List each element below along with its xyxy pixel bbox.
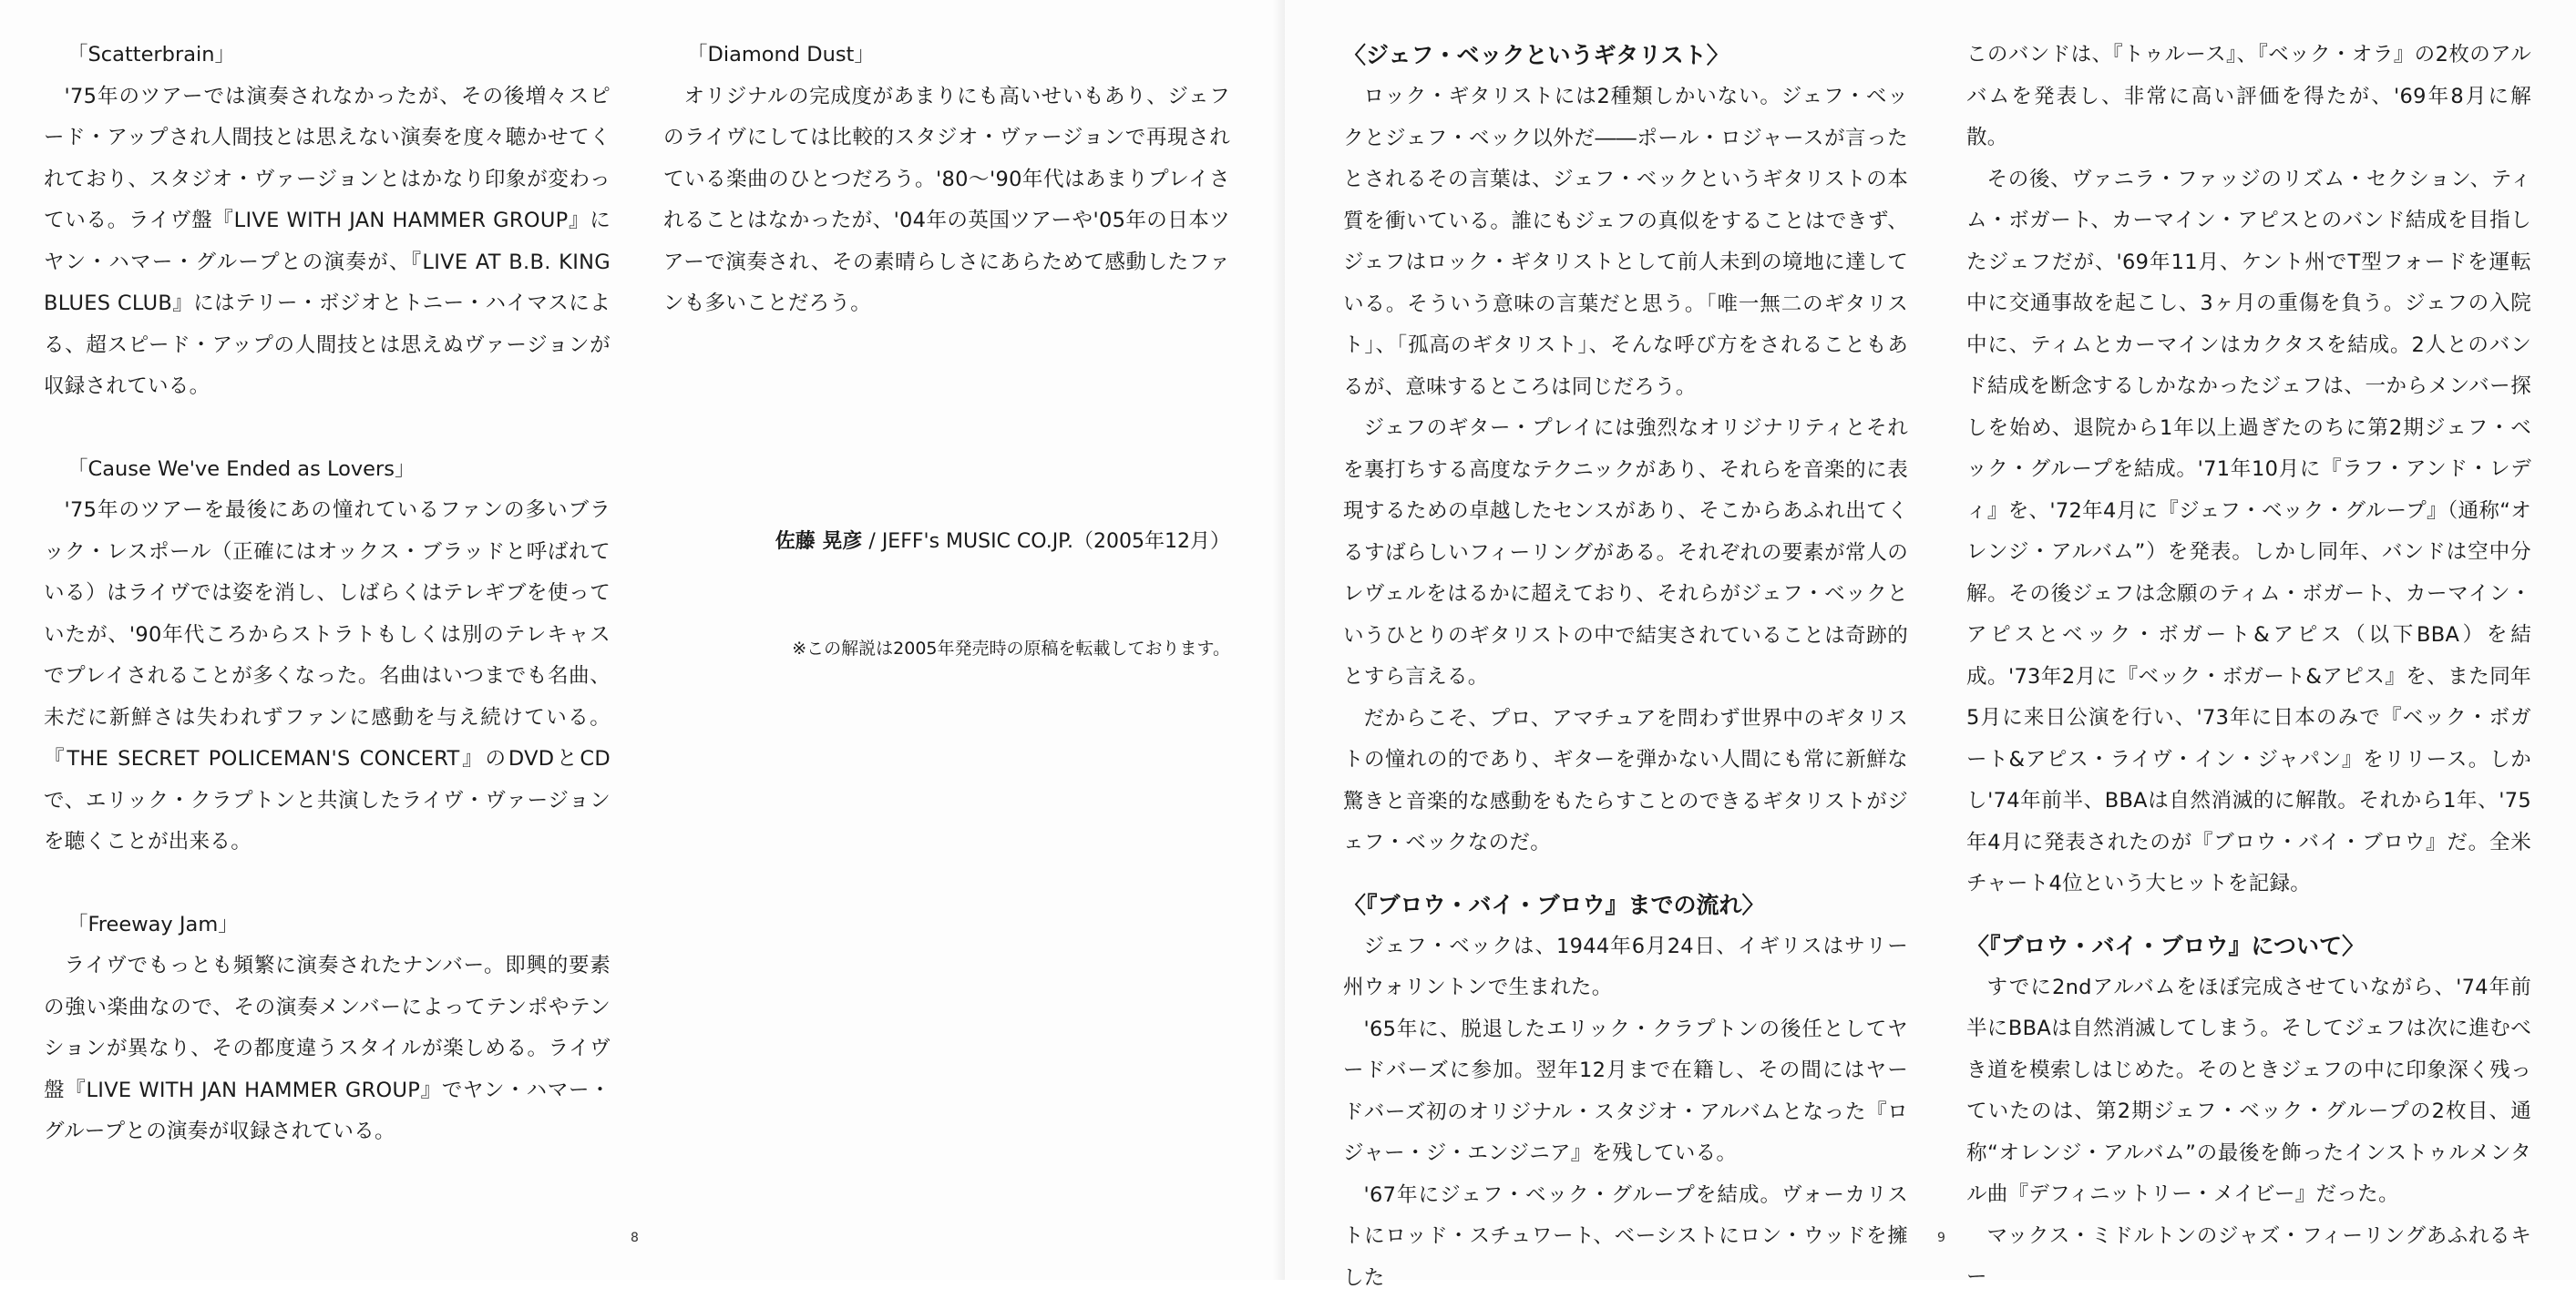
- song-description: '75年のツアーでは演奏されなかったが、その後増々スピード・アップされ人間技とは思えない演奏を度々聴かせてくれており、スタジオ・ヴァージョンとはかなり印象が変わっている。ライヴ盤『LIVE WITH JAN HAMMER GROUP』にヤン・ハマー・グループとの演奏が、『LIVE AT B.B. KING BLUES CLUB』にはテリー・ボジオとトニー・ハイマスによる、超スピード・アップの人間技とは思えぬヴァージョンが収録されている。: [44, 77, 611, 408]
- left-column-2: [663, 35, 1230, 664]
- body-paragraph: だからこそ、プロ、アマチュアを問わず世界中のギタリストの憧れの的であり、ギターを弾かない人間にも常に新鮮な驚きと音楽的な感動をもたらすことのできるギタリストがジェフ・ベックなのだ。: [1343, 699, 1908, 864]
- left-column-1: [44, 35, 611, 1153]
- song-description: ライヴでもっとも頻繁に演奏されたナンバー。即興的要素の強い楽曲なので、その演奏メンバーによってテンポやテンションが異なり、その都度違うスタイルが楽しめる。ライヴ盤『LIVE WITH JAN HAMMER GROUP』でヤン・ハマー・グループとの演奏が収録されている。: [44, 946, 611, 1153]
- page-number: 8: [631, 1231, 639, 1245]
- body-paragraph: その後、ヴァニラ・ファッジのリズム・セクション、ティム・ボガート、カーマイン・アピスとのバンド結成を目指したジェフだが、'69年11月、ケント州でT型フォードを運転中に交通事故を起こし、3ヶ月の重傷を負う。ジェフの入院中に、ティムとカーマインはカクタスを結成。2人とのバンド結成を断念するしかなかったジェフは、一からメンバー探しを始め、退院から1年以上過ぎたのちに第2期ジェフ・ベック・グループを結成。'71年10月に『ラフ・アンド・レディ』を、'72年4月に『ジェフ・ベック・グループ』（通称“オレンジ・アルバム”）を発表。しかし同年、バンドは空中分解。その後ジェフは念願のティム・ボガート、カーマイン・アピスとベック・ボガート&アピス（以下BBA）を結成。'73年2月に『ベック・ボガート&アピス』を、また同年5月に来日公演を行い、'73年に日本のみで『ベック・ボガート&アピス・ライヴ・イン・ジャパン』をリリース。しかし'74年前半、BBAは自然消滅的に解散。それから1年、'75年4月に発表されたのが『ブロウ・バイ・ブロウ』だ。全米チャート4位という大ヒットを記録。: [1966, 159, 2531, 905]
- body-paragraph: ジェフのギター・プレイには強烈なオリジナリティとそれを裏打ちする高度なテクニックがあり、それらを音楽的に表現するための卓越したセンスがあり、そこからあふれ出てくるすばらしいフィーリングがある。それぞれの要素が常人のレヴェルをはるかに超えており、それらがジェフ・ベックというひとりのギタリストの中で結実されていることは奇跡的とすら言える。: [1343, 408, 1908, 699]
- body-paragraph: このバンドは、『トゥルース』、『ベック・オラ』の2枚のアルバムを発表し、非常に高い評価を得たが、'69年8月に解散。: [1966, 35, 2531, 159]
- right-page: [1285, 0, 2576, 1280]
- author-name: 佐藤 晃彦: [775, 530, 863, 553]
- body-paragraph: すでに2ndアルバムをほぼ完成させていながら、'74年前半にBBAは自然消滅してしまう。そしてジェフは次に進むべき道を模索しはじめた。そのときジェフの中に印象深く残っていたのは、第2期ジェフ・ベック・グループの2枚目、通称“オレンジ・アルバム”の最後を飾ったインストゥルメンタル曲『デフィニットリー・メイビー』だった。: [1966, 967, 2531, 1216]
- section-heading: 〈『ブロウ・バイ・ブロウ』までの流れ〉: [1343, 885, 1908, 926]
- section-heading: 〈ジェフ・ベックというギタリスト〉: [1343, 35, 1908, 77]
- right-column-1: [1343, 35, 1908, 1299]
- song-title: 「Freeway Jam」: [44, 905, 611, 946]
- page-number: 9: [1937, 1231, 1945, 1245]
- body-paragraph: '67年にジェフ・ベック・グループを結成。ヴォーカリストにロッド・スチュワート、ベーシストにロン・ウッドを擁した: [1343, 1175, 1908, 1299]
- author-credit: [663, 524, 1230, 560]
- body-paragraph: ジェフ・ベックは、1944年6月24日、イギリスはサリー州ウォリントンで生まれた。: [1343, 926, 1908, 1009]
- song-title: 「Scatterbrain」: [44, 35, 611, 77]
- song-title: 「Diamond Dust」: [663, 35, 1230, 77]
- publisher-date: / JEFF's MUSIC CO.JP.（2005年12月）: [862, 530, 1230, 553]
- section-heading: 〈『ブロウ・バイ・ブロウ』について〉: [1966, 926, 2531, 967]
- right-column-2: [1966, 35, 2531, 1299]
- body-paragraph: ロック・ギタリストには2種類しかいない。ジェフ・ベックとジェフ・ベック以外だ――ポール・ロジャースが言ったとされるその言葉は、ジェフ・ベックというギタリストの本質を衝いている。誰にもジェフの真似をすることはできず、ジェフはロック・ギタリストとして前人未到の境地に達している。そういう意味の言葉だと思う。「唯一無二のギタリスト」、「孤高のギタリスト」、そんな呼び方をされることもあるが、意味するところは同じだろう。: [1343, 77, 1908, 408]
- reprint-note: ※この解説は2005年発売時の原稿を転載しております。: [663, 633, 1230, 664]
- song-description: オリジナルの完成度があまりにも高いせいもあり、ジェフのライヴにしては比較的スタジオ・ヴァージョンで再現されている楽曲のひとつだろう。'80〜'90年代はあまりプレイされることはなかったが、'04年の英国ツアーや'05年の日本ツアーで演奏され、その素晴らしさにあらためて感動したファンも多いことだろう。: [663, 77, 1230, 325]
- body-paragraph: '65年に、脱退したエリック・クラプトンの後任としてヤードバーズに参加。翌年12月まで在籍し、その間にはヤードバーズ初のオリジナル・スタジオ・アルバムとなった『ロジャー・ジ・エンジニア』を残している。: [1343, 1009, 1908, 1175]
- song-description: '75年のツアーを最後にあの憧れているファンの多いブラック・レスポール（正確にはオックス・ブラッドと呼ばれている）はライヴでは姿を消し、しばらくはテレギブを使っていたが、'90年代ころからストラトもしくは別のテレキャスでプレイされることが多くなった。名曲はいつまでも名曲、未だに新鮮さは失われずファンに感動を与え続けている。『THE SECRET POLICEMAN'S CONCERT』のDVDとCDで、エリック・クラプトンと共演したライヴ・ヴァージョンを聴くことが出来る。: [44, 490, 611, 864]
- left-page: [0, 0, 1285, 1280]
- body-paragraph: マックス・ミドルトンのジャズ・フィーリングあふれるキー: [1966, 1216, 2531, 1299]
- song-title: 「Cause We've Ended as Lovers」: [44, 449, 611, 491]
